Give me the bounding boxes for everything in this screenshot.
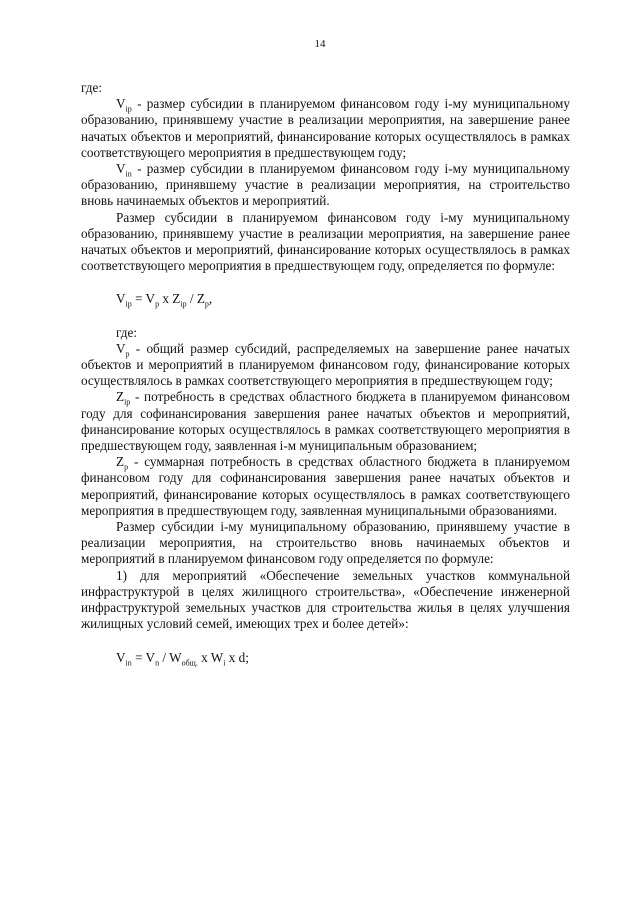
paragraph: где: (81, 80, 102, 95)
page-number: 14 (314, 38, 326, 50)
paragraph: $Z_p$ - суммарная потребность в средствах областного бюджета в планируемом финансовом году для софинансирования завершения ранее начатых объектов и мероприятий, финансирование которых осуществлялось в рамках соответствующего мероприятия в предшествующем году, заявленная муниципальными образованиями. (81, 454, 570, 518)
paragraph: $Z_{ip}$ - потребность в средствах областного бюджета в планируемом финансовом году для софинансирования завершения ранее начатых объектов и мероприятий, финансирование которых осуществлялось в рамках соответствующего мероприятия в предшествующем году, заявленная i-м муниципальным образованием; (81, 389, 570, 454)
paragraph: где: (116, 324, 137, 340)
paragraph: $V_p$ - общий размер субсидий, распределяемых на завершение ранее начатых объектов и мероприятий в планируемом финансовом году, финансирование которых осуществлялось в рамках соответствующего мероприятия в предшествующем году; (81, 340, 570, 389)
paragraph: 1) для мероприятий «Обеспечение земельных участков коммунальной инфраструктурой в целях жилищного строительства», «Обеспечение инженерной инфраструктурой земельных участков для строительства жилья в целях улучшения жилищных условий семей, имеющих трех и более детей»: (81, 567, 570, 632)
paragraph: Размер субсидии i-му муниципальному образованию, принявшему участие в реализации мероприятия, на строительство вновь начинаемых объектов и мероприятий в планируемом финансовом году определяется по формуле: (81, 519, 570, 567)
paragraph: Размер субсидии в планируемом финансовом году i-му муниципальному образованию, принявшему участие в реализации мероприятия, на завершение ранее начатых объектов и мероприятий, финансирование которых осуществлялось в рамках соответствующего мероприятия в предшествующем году, определяется по формуле: (81, 209, 570, 274)
paragraph: $V_{ip}$ - размер субсидии в планируемом финансовом году i-му муниципальному образованию, принявшему участие в реализации мероприятия, на завершение ранее начатых объектов и мероприятий, финансирование которых осуществлялось в рамках соответствующего мероприятия в предшествующем году; (81, 96, 570, 160)
document-body (81, 80, 570, 683)
paragraph: $V_{in}$ - размер субсидии в планируемом финансовом году i-му муниципальному образованию, принявшему участие в реализации мероприятия, на строительство вновь начинаемых объектов и мероприятий. (81, 161, 570, 209)
formula: $V_{ip} = V_p$ x $Z_{ip} / Z_p$, (116, 291, 213, 310)
formula: $V_{in} = V_n / W_{общ.}$ x $W_i$ x d; (116, 649, 249, 668)
